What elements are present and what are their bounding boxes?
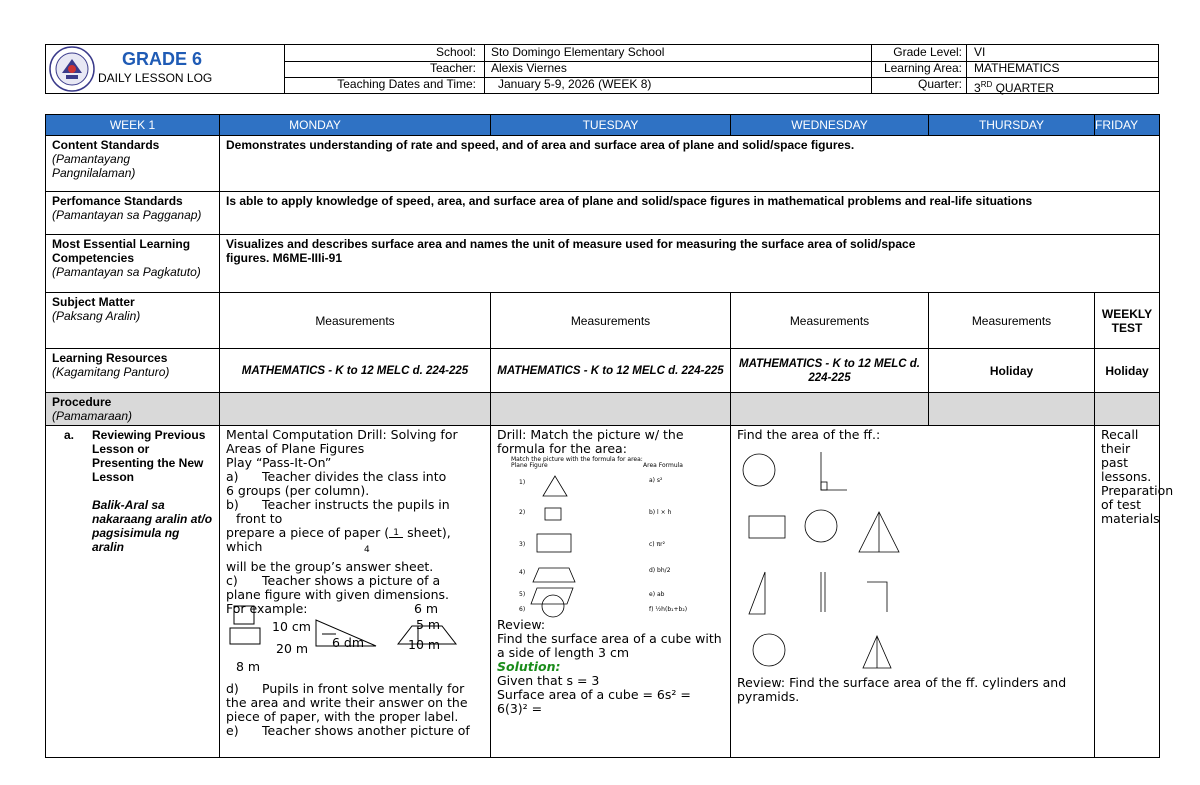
dim-10m: 10 m (408, 637, 441, 652)
friday-header: FRIDAY (1095, 115, 1160, 136)
resources-thu: Holiday (929, 349, 1095, 393)
learning-resources-label: Learning Resources (52, 351, 168, 365)
performance-standards-row (46, 192, 1160, 235)
area-worksheet (737, 442, 1088, 672)
thursday-header: THURSDAY (929, 115, 1095, 136)
svg-text:b) l × h: b) l × h (649, 509, 672, 516)
teacher-label: Teacher: (429, 61, 476, 75)
svg-text:f) ½h(b₁+b₂): f) ½h(b₁+b₂) (649, 606, 688, 613)
procedure-label: Procedure (52, 395, 112, 409)
grade-level-value: VI (974, 45, 986, 59)
svg-text:d) bh/2: d) bh/2 (649, 567, 671, 574)
review-wed: Find the area of the ff.: Review: Find the surface area of the ff. cylinders and pyramids. (731, 426, 1095, 758)
content-standards-sub: (Pamantayang Pangnilalaman) (52, 152, 136, 180)
content-standards-label: Content Standards (52, 138, 160, 152)
matching-worksheet (497, 456, 724, 618)
teacher-value: Alexis Viernes (491, 61, 567, 75)
solution-label: Solution: (497, 659, 561, 674)
school-label: School: (435, 45, 476, 59)
melc-sub: (Pamantayan sa Pagkatuto) (52, 265, 201, 279)
review-fri: Recall their past lessons. Preparation of test materials (1095, 426, 1160, 758)
svg-text:e) ab: e) ab (649, 591, 665, 598)
example-shapes-drawing (226, 616, 481, 688)
performance-standards-value: Is able to apply knowledge of speed, area, and surface area of plane and solid/space figures in mathematical problems and real-life situations (220, 192, 1160, 235)
review-label: Reviewing Previous Lesson or Presenting the New Lesson (92, 428, 206, 484)
subject-tue: Measurements (491, 293, 731, 349)
worksheet-col1: Plane Figure (511, 462, 548, 469)
worksheet-col2: Area Formula (643, 462, 683, 469)
svg-text:a) s²: a) s² (649, 477, 663, 484)
quarter-label: Quarter: (917, 77, 962, 91)
review-mon: Mental Computation Drill: Solving for Areas of Plane Figures Play “Pass-It-On” a) Teacher divides the class into 6 groups (per column). b) Teacher instructs the pupils in front to prepare a piece of paper ( 1 sheet), which 4 will be the group’s answer sheet. c) Teacher shows a picture of a plane figure with given dimensions. For example: 10 cm 20 m 6 dm 6 m 5 m 10 m 8 m d) Pupils in front solve mentally for the area and write their answer on the piece of paper, with the proper label. e) Teacher shows another picture of (220, 426, 491, 758)
resources-mon: MATHEMATICS - K to 12 MELC d. 224-225 (220, 349, 491, 393)
example-figures (226, 601, 484, 688)
subject-matter-row (46, 293, 1160, 349)
log-title: DAILY LESSON LOG (98, 71, 213, 85)
procedure-row (46, 393, 1160, 426)
review-row (46, 426, 1160, 758)
melc-row (46, 235, 1160, 293)
week-label: WEEK 1 (46, 115, 220, 136)
learning-resources-sub: (Kagamitang Panturo) (52, 365, 170, 379)
grade-level-label: Grade Level: (893, 45, 962, 59)
dim-20m: 20 m (276, 641, 309, 656)
monday-header: MONDAY (220, 115, 491, 136)
area-worksheet-drawing (737, 442, 927, 672)
fraction-num: 1 (389, 529, 403, 538)
quarter-value: 3RD QUARTER (974, 80, 1055, 95)
fraction-den: 4 (364, 545, 370, 555)
learning-resources-row (46, 349, 1160, 393)
melc-value: Visualizes and describes surface area and names the unit of measure used for measuring the surface area of solid/space (226, 237, 916, 251)
resources-fri: Holiday (1095, 349, 1160, 393)
area-label: Learning Area: (883, 61, 962, 75)
wednesday-header: WEDNESDAY (731, 115, 929, 136)
resources-tue: MATHEMATICS - K to 12 MELC d. 224-225 (491, 349, 731, 393)
subject-thu: Measurements (929, 293, 1095, 349)
header-box (45, 44, 1159, 94)
svg-text:c) πr²: c) πr² (649, 541, 666, 548)
procedure-sub: (Pamamaraan) (52, 409, 133, 423)
tuesday-header: TUESDAY (491, 115, 731, 136)
grade-title: GRADE 6 (122, 49, 203, 69)
review-sub: Balik-Aral sa nakaraang aralin at/o pagsisimula ng aralin (92, 498, 213, 554)
dim-8m: 8 m (236, 659, 261, 674)
subject-matter-sub: (Paksang Aralin) (52, 309, 141, 323)
svg-text:2): 2) (519, 509, 526, 516)
dim-5m: 5 m (416, 617, 441, 632)
performance-standards-sub: (Pamantayan sa Pagganap) (52, 208, 202, 222)
content-standards-value: Demonstrates understanding of rate and speed, and of area and surface area of plane and solid/space figures. (220, 136, 1160, 192)
subject-matter-label: Subject Matter (52, 295, 135, 309)
melc-label: Most Essential Learning Competencies (52, 237, 191, 265)
resources-wed: MATHEMATICS - K to 12 MELC d. 224-225 (731, 349, 929, 393)
subject-fri: WEEKLY TEST (1095, 293, 1160, 349)
dates-label: Teaching Dates and Time: (337, 77, 476, 91)
week-header-row (46, 115, 1160, 136)
worksheet-title: Match the picture with the formula for area: (511, 456, 643, 463)
dim-6m: 6 m (414, 601, 439, 616)
school-value: Sto Domingo Elementary School (491, 45, 665, 59)
melc-code: figures. M6ME-IIIi-91 (226, 251, 343, 265)
svg-text:5): 5) (519, 591, 526, 598)
svg-text:6): 6) (519, 606, 526, 613)
subject-mon: Measurements (220, 293, 491, 349)
subject-wed: Measurements (731, 293, 929, 349)
svg-text:4): 4) (519, 569, 526, 576)
svg-text:1): 1) (519, 479, 526, 486)
review-letter: a. (64, 428, 75, 442)
dates-value: January 5-9, 2026 (WEEK 8) (498, 77, 652, 91)
svg-text:3): 3) (519, 541, 526, 548)
review-tue: Drill: Match the picture w/ the formula for the area: Match the picture with the formula for area: Plane Figure Area Formula 1) 2) 3) 4) 5) 6) a) s² b) l × h c) πr² d) bh/2 e) ab f) ½h(b₁+b₂) Review: Find the surface area of a cube with a side of length 3 cm Solution: Given that s = 3 Surface area of a cube = 6s² = 6(3)² = (491, 426, 731, 758)
performance-standards-label: Perfomance Standards (52, 194, 183, 208)
worksheet-drawing (497, 456, 717, 618)
dim-6dm: 6 dm (332, 635, 365, 650)
content-standards-row (46, 136, 1160, 192)
lesson-log-table (45, 114, 1174, 758)
area-value: MATHEMATICS (974, 61, 1060, 75)
dim-10cm: 10 cm (272, 619, 311, 634)
